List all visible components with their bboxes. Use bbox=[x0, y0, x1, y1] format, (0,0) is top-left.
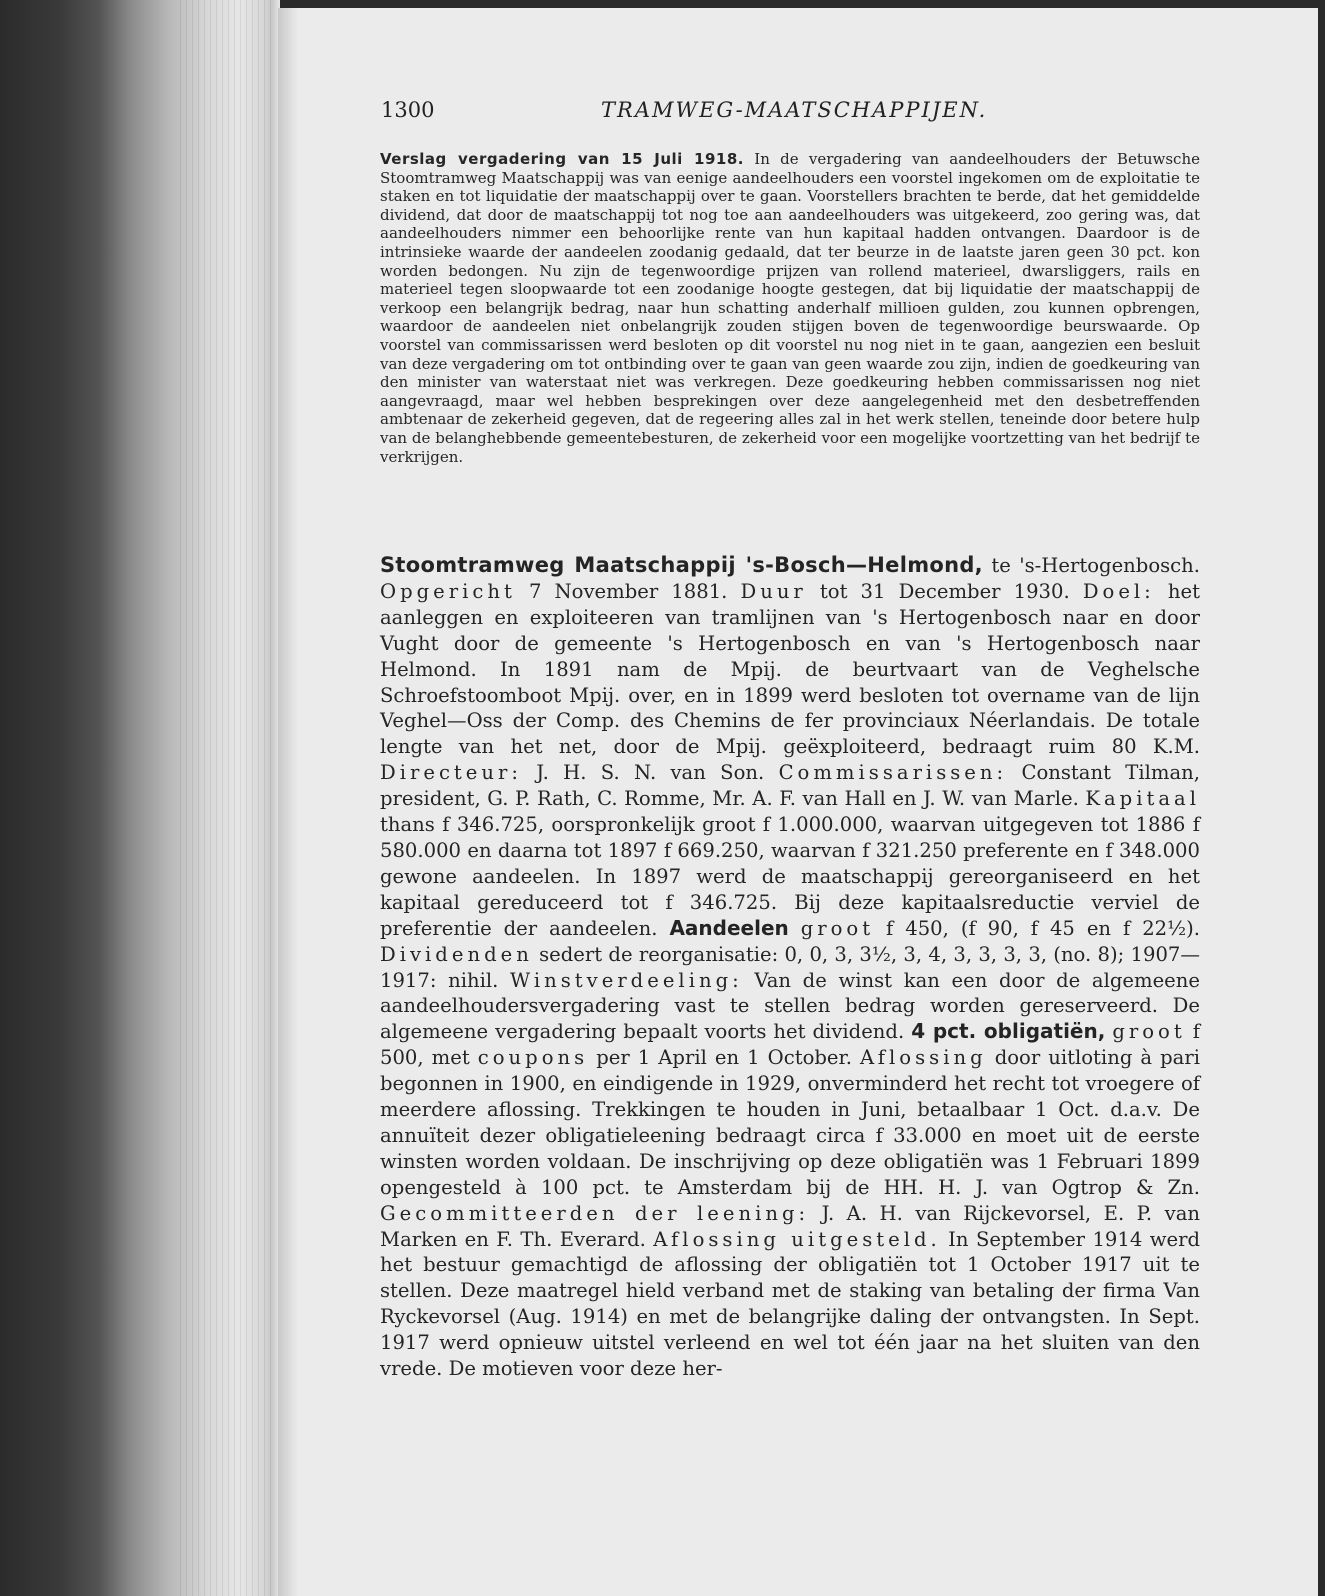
meeting-report-heading: Verslag vergadering van 15 Juli 1918. bbox=[380, 150, 744, 168]
label-groot-obligatien: groot bbox=[1112, 1020, 1186, 1044]
entry-text: Constant Tilman, president, G. P. Rath, C. Romme, Mr. A. F. van Hall en J. W. van Marle. bbox=[380, 761, 1200, 811]
label-groot: groot bbox=[800, 916, 875, 940]
label-coupons: coupons bbox=[477, 1046, 589, 1070]
book-page-edges bbox=[0, 0, 280, 1596]
page-number: 1300 bbox=[381, 98, 435, 122]
entry-text: 7 November 1881. bbox=[515, 579, 741, 603]
page-header bbox=[381, 98, 1101, 138]
entry-text: sedert de reorganisatie: 0, 0, 3, 3½, 3, 4, 3, 3, 3, 3, (no. 8); 1907—1917: nihil. bbox=[380, 942, 1200, 992]
label-gecommitteerden: Gecommitteerden der leening: bbox=[380, 1201, 810, 1225]
meeting-report-paragraph bbox=[380, 150, 1200, 466]
label-commissarissen: Commissarissen: bbox=[778, 761, 1008, 785]
entry-text bbox=[789, 917, 801, 940]
company-name-heading: Stoomtramweg Maatschappij 's-Bosch—Helmond, bbox=[380, 553, 983, 577]
label-winstverdeeling: Winstverdeeling: bbox=[510, 968, 743, 992]
label-kapitaal: Kapitaal bbox=[1085, 787, 1200, 811]
label-doel: Doel: bbox=[1082, 579, 1155, 603]
entry-text: Van de winst kan een door de algemeene aandeelhoudersvergadering vast te stellen bedrag worden gereserveerd. De algemeene vergadering bepaalt voorts het dividend. bbox=[380, 968, 1200, 1044]
label-aflossing: Aflossing bbox=[859, 1046, 987, 1070]
entry-text: f 500, met bbox=[380, 1020, 1200, 1070]
label-aflossing-uitgesteld: Aflossing uitgesteld. bbox=[653, 1227, 941, 1251]
running-title: TRAMWEG-MAATSCHAPPIJEN. bbox=[601, 98, 988, 122]
entry-text: In September 1914 werd het bestuur gemachtigd de aflossing der obligatiën tot 1 October 1917 uit te stellen. Deze maatregel hield verband met de staking van betaling der firma Van Ryckevorsel (Aug. 1914) en met de belangrijke daling der ontvangsten. In Sept. 1917 werd opnieuw uitstel verleend en wel tot één jaar na het sluiten van den vrede. De motieven voor deze her- bbox=[380, 1227, 1200, 1381]
entry-text: per 1 April en 1 October. bbox=[588, 1046, 860, 1070]
meeting-report-text: In de vergadering van aandeelhouders der Betuwsche Stoomtramweg Maatschappij was van eenige aandeelhouders een voorstel ingekomen om de exploitatie te staken en tot liquidatie der maatschappij over te gaan. Voorstellers brachten te berde, dat het gemiddelde dividend, dat door de maatschappij tot nog toe aan aandeelhouders was uitgekeerd, zoo gering was, dat aandeelhouders nimmer een behoorlijke rente van hun kapitaal hadden ontvangen. Daardoor is de intrinsieke waarde der aandeelen zoodanig gedaald, dat ter beurze in de laatste jaren geen 30 pct. kon worden bedongen. Nu zijn de tegenwoordige prijzen van rollend materieel, dwarsliggers, rails en materieel tegen sloopwaarde tot een zoodanige hoogte gestegen, dat bij liquidatie der maatschappij de verkoop een belangrijk bedrag, naar hun schatting anderhalf millioen gulden, zou kunnen opbrengen, waardoor de aandeelen niet onbelangrijk zouden stijgen boven de tegenwoordige beurswaarde. Op voorstel van commissarissen werd besloten op dit voorstel nu nog niet in te gaan, aangezien een besluit van deze vergadering om tot ontbinding over te gaan van geen waarde zou zijn, indien de goedkeuring van den minister van waterstaat niet was verkregen. Deze goedkeuring hebben commissarissen nog niet aangevraagd, maar wel hebben besprekingen over deze aangelegenheid met den desbetreffenden ambtenaar de zekerheid gegeven, dat de regeering alles zal in het werk stellen, teneinde door betere hulp van de belanghebbende gemeentebesturen, de zekerheid voor een mogelijke voortzetting van het bedrijf te verkrijgen. bbox=[380, 150, 1200, 466]
entry-text: door uitloting à pari begonnen in 1900, en eindigende in 1929, onverminderd het recht tot vroegere of meerdere aflossing. Trekkingen te houden in Juni, betaalbaar 1 Oct. d.a.v. De annuïteit dezer obligatieleening bedraagt circa f 33.000 en moet uit de eerste winsten worden voldaan. De inschrijving op deze obligatiën was 1 Februari 1899 opengesteld à 100 pct. te Amsterdam bij de HH. H. J. van Ogtrop & Zn. bbox=[380, 1046, 1200, 1199]
book-page bbox=[278, 8, 1318, 1596]
entry-text: J. H. S. N. van Son. bbox=[521, 761, 779, 785]
label-directeur: Directeur: bbox=[380, 761, 522, 785]
heading-obligatien: 4 pct. obligatiën, bbox=[911, 1019, 1106, 1044]
entry-text: het aanleggen en exploiteeren van tramlijnen van 's Hertogenbosch naar en door Vught door de gemeente 's Hertogenbosch en van 's Hertogenbosch naar Helmond. In 1891 nam de Mpij. de beurtvaart van de Veghelsche Schroefstoomboot Mpij. over, en in 1899 werd besloten tot overname van de lijn Veghel—Oss der Comp. des Chemins de fer provinciaux Néerlandais. De totale lengte van het net, door de Mpij. geëxploiteerd, bedraagt ruim 80 K.M. bbox=[380, 579, 1200, 759]
heading-aandeelen: Aandeelen bbox=[669, 915, 789, 940]
entry-text: f 450, (f 90, f 45 en f 22½). bbox=[874, 916, 1200, 940]
label-duur: Duur bbox=[740, 579, 807, 603]
label-dividenden: Dividenden bbox=[380, 942, 533, 966]
company-entry-paragraph bbox=[380, 553, 1200, 1382]
page-edge-lines bbox=[180, 0, 275, 1596]
entry-text: te 's-Hertogenbosch. bbox=[982, 554, 1200, 577]
entry-text: J. A. H. van Rijckevorsel, E. P. van Marken en F. Th. Everard. bbox=[380, 1201, 1200, 1251]
entry-text: thans f 346.725, oorspronkelijk groot f 1.000.000, waarvan uitgegeven tot 1886 f 580.000 en daarna tot 1897 f 669.250, waarvan f 321.250 preferente en f 348.000 gewone aandeelen. In 1897 werd de maatschappij gereorganiseerd en het kapitaal gereduceerd tot f 346.725. Bij deze kapitaalsreductie verviel de preferentie der aandeelen. bbox=[380, 813, 1200, 940]
entry-text: tot 31 December 1930. bbox=[806, 579, 1083, 603]
label-opgericht: Opgericht bbox=[380, 579, 516, 603]
